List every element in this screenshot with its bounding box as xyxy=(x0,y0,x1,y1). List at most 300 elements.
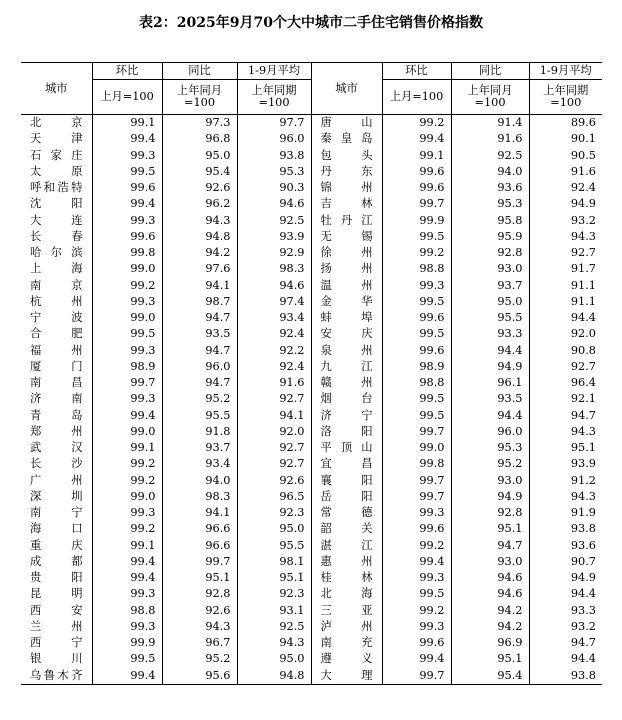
mom-cell: 99.2 xyxy=(92,456,162,472)
header-yoy-sub-left: 上年同月 =100 xyxy=(162,80,237,115)
avg-cell: 91.6 xyxy=(529,164,602,180)
table-row xyxy=(21,278,602,294)
avg-cell: 95.1 xyxy=(529,440,602,456)
avg-cell: 92.5 xyxy=(237,213,311,229)
mom-cell: 99.6 xyxy=(92,229,162,245)
yoy-cell: 91.4 xyxy=(451,115,529,132)
mom-cell: 99.2 xyxy=(382,538,451,554)
yoy-cell: 96.0 xyxy=(451,424,529,440)
yoy-cell: 95.2 xyxy=(451,456,529,472)
city-cell: 北海 xyxy=(311,586,382,602)
city-cell: 岳阳 xyxy=(311,489,382,505)
city-cell: 常德 xyxy=(311,505,382,521)
yoy-cell: 92.6 xyxy=(162,603,237,619)
yoy-cell: 94.0 xyxy=(162,473,237,489)
yoy-cell: 94.7 xyxy=(162,343,237,359)
mom-cell: 99.0 xyxy=(92,489,162,505)
table-row xyxy=(21,505,602,521)
yoy-cell: 94.0 xyxy=(451,164,529,180)
avg-cell: 93.6 xyxy=(529,538,602,554)
mom-cell: 99.7 xyxy=(382,668,451,685)
header-avg-left: 1-9月平均 xyxy=(237,63,311,80)
city-cell: 哈尔滨 xyxy=(30,246,83,260)
mom-cell: 99.0 xyxy=(92,310,162,326)
mom-cell: 98.8 xyxy=(382,375,451,391)
avg-cell: 95.5 xyxy=(237,538,311,554)
city-cell: 济南 xyxy=(30,392,83,406)
header-city-right: 城市 xyxy=(311,63,382,115)
yoy-cell: 94.2 xyxy=(162,245,237,261)
avg-cell: 98.1 xyxy=(237,554,311,570)
mom-cell: 99.0 xyxy=(92,424,162,440)
yoy-cell: 93.6 xyxy=(451,180,529,196)
yoy-cell: 95.1 xyxy=(162,570,237,586)
mom-cell: 99.7 xyxy=(382,489,451,505)
mom-cell: 99.2 xyxy=(92,521,162,537)
yoy-cell: 96.8 xyxy=(162,131,237,147)
mom-cell: 99.7 xyxy=(382,473,451,489)
avg-cell: 91.6 xyxy=(237,375,311,391)
city-cell: 南宁 xyxy=(30,506,83,520)
avg-cell: 93.4 xyxy=(237,310,311,326)
table-row xyxy=(21,603,602,619)
table-body xyxy=(21,115,602,685)
mom-cell: 99.2 xyxy=(92,278,162,294)
yoy-cell: 95.6 xyxy=(162,668,237,685)
header-yoy-left: 同比 xyxy=(162,63,237,80)
mom-cell: 99.6 xyxy=(382,635,451,651)
yoy-cell: 92.5 xyxy=(451,148,529,164)
avg-cell: 93.9 xyxy=(237,229,311,245)
table-row xyxy=(21,651,602,667)
mom-cell: 99.3 xyxy=(92,505,162,521)
mom-cell: 99.5 xyxy=(382,408,451,424)
avg-cell: 92.1 xyxy=(529,391,602,407)
avg-cell: 89.6 xyxy=(529,115,602,132)
mom-cell: 98.9 xyxy=(92,359,162,375)
mom-cell: 99.3 xyxy=(382,505,451,521)
city-cell: 宜昌 xyxy=(311,456,382,472)
yoy-cell: 93.0 xyxy=(451,473,529,489)
avg-cell: 92.4 xyxy=(237,326,311,342)
city-cell: 青岛 xyxy=(30,408,83,422)
avg-cell: 98.3 xyxy=(237,261,311,277)
city-cell: 烟台 xyxy=(311,391,382,407)
avg-cell: 92.4 xyxy=(237,359,311,375)
yoy-cell: 97.6 xyxy=(162,261,237,277)
table-row xyxy=(21,131,602,147)
yoy-cell: 96.7 xyxy=(162,635,237,651)
yoy-cell: 95.3 xyxy=(451,196,529,212)
city-cell: 牡丹江 xyxy=(311,213,382,229)
yoy-cell: 94.2 xyxy=(451,603,529,619)
table-row xyxy=(21,375,602,391)
mom-cell: 99.5 xyxy=(382,586,451,602)
avg-cell: 91.1 xyxy=(529,278,602,294)
mom-cell: 99.3 xyxy=(92,586,162,602)
mom-cell: 99.5 xyxy=(382,229,451,245)
header-yoy-sub-right: 上年同月 =100 xyxy=(451,80,529,115)
table-row xyxy=(21,196,602,212)
header-mom-sub-left: 上月=100 xyxy=(92,80,162,115)
city-cell: 吉林 xyxy=(311,196,382,212)
avg-cell: 95.1 xyxy=(237,570,311,586)
mom-cell: 99.5 xyxy=(382,326,451,342)
mom-cell: 99.0 xyxy=(382,440,451,456)
city-cell: 重庆 xyxy=(30,538,83,552)
table-row xyxy=(21,359,602,375)
yoy-cell: 93.7 xyxy=(451,278,529,294)
table-row xyxy=(21,440,602,456)
yoy-cell: 93.3 xyxy=(451,326,529,342)
mom-cell: 99.4 xyxy=(92,196,162,212)
city-cell: 贵阳 xyxy=(30,571,83,585)
mom-cell: 99.4 xyxy=(382,131,451,147)
avg-cell: 93.8 xyxy=(237,148,311,164)
yoy-cell: 94.9 xyxy=(451,359,529,375)
avg-cell: 93.1 xyxy=(237,603,311,619)
yoy-cell: 95.1 xyxy=(451,651,529,667)
avg-cell: 93.2 xyxy=(529,213,602,229)
avg-cell: 93.8 xyxy=(529,668,602,685)
city-cell: 天津 xyxy=(30,132,83,146)
yoy-cell: 94.9 xyxy=(451,489,529,505)
table-row xyxy=(21,668,602,685)
mom-cell: 99.6 xyxy=(382,164,451,180)
city-cell: 乌鲁木齐 xyxy=(21,668,92,685)
avg-cell: 97.7 xyxy=(237,115,311,132)
city-cell: 西宁 xyxy=(30,636,83,650)
yoy-cell: 96.6 xyxy=(162,521,237,537)
city-cell: 北京 xyxy=(30,116,83,130)
city-cell: 桂林 xyxy=(311,570,382,586)
mom-cell: 99.4 xyxy=(92,668,162,685)
avg-cell: 94.3 xyxy=(529,424,602,440)
avg-cell: 96.5 xyxy=(237,489,311,505)
city-cell: 锦州 xyxy=(311,180,382,196)
avg-cell: 92.3 xyxy=(237,586,311,602)
city-cell: 合肥 xyxy=(30,327,83,341)
city-cell: 大理 xyxy=(311,668,382,685)
yoy-cell: 96.0 xyxy=(162,359,237,375)
header-mom-sub-right: 上月=100 xyxy=(382,80,451,115)
mom-cell: 99.3 xyxy=(92,391,162,407)
city-cell: 赣州 xyxy=(311,375,382,391)
mom-cell: 98.9 xyxy=(382,359,451,375)
yoy-cell: 94.4 xyxy=(451,343,529,359)
avg-cell: 94.7 xyxy=(529,635,602,651)
avg-cell: 92.0 xyxy=(529,326,602,342)
mom-cell: 99.7 xyxy=(92,375,162,391)
mom-cell: 99.3 xyxy=(92,619,162,635)
mom-cell: 99.2 xyxy=(382,115,451,132)
city-cell: 兰州 xyxy=(30,619,83,633)
mom-cell: 99.9 xyxy=(382,213,451,229)
city-cell: 石家庄 xyxy=(30,148,83,162)
mom-cell: 99.8 xyxy=(92,245,162,261)
yoy-cell: 92.8 xyxy=(451,505,529,521)
yoy-cell: 93.5 xyxy=(451,391,529,407)
yoy-cell: 96.6 xyxy=(162,538,237,554)
city-cell: 丹东 xyxy=(311,164,382,180)
yoy-cell: 92.8 xyxy=(162,586,237,602)
yoy-cell: 94.2 xyxy=(451,619,529,635)
table-row xyxy=(21,554,602,570)
avg-cell: 92.7 xyxy=(529,359,602,375)
avg-cell: 94.3 xyxy=(529,229,602,245)
yoy-cell: 99.7 xyxy=(162,554,237,570)
avg-cell: 94.4 xyxy=(529,310,602,326)
mom-cell: 99.4 xyxy=(92,408,162,424)
mom-cell: 99.4 xyxy=(92,131,162,147)
avg-cell: 91.2 xyxy=(529,473,602,489)
city-cell: 泉州 xyxy=(311,343,382,359)
yoy-cell: 93.4 xyxy=(162,456,237,472)
city-cell: 厦门 xyxy=(30,359,83,373)
yoy-cell: 95.1 xyxy=(451,521,529,537)
city-cell: 湛江 xyxy=(311,538,382,554)
yoy-cell: 96.9 xyxy=(451,635,529,651)
mom-cell: 99.6 xyxy=(382,310,451,326)
avg-cell: 94.9 xyxy=(529,196,602,212)
city-cell: 昆明 xyxy=(30,587,83,601)
city-cell: 沈阳 xyxy=(30,197,83,211)
header-mom-left: 环比 xyxy=(92,63,162,80)
avg-cell: 92.3 xyxy=(237,505,311,521)
mom-cell: 99.3 xyxy=(92,213,162,229)
city-cell: 蚌埠 xyxy=(311,310,382,326)
avg-cell: 93.3 xyxy=(529,603,602,619)
mom-cell: 99.3 xyxy=(382,278,451,294)
mom-cell: 99.1 xyxy=(92,115,162,132)
mom-cell: 99.2 xyxy=(382,603,451,619)
yoy-cell: 94.3 xyxy=(162,619,237,635)
table-row xyxy=(21,635,602,651)
city-cell: 无锡 xyxy=(311,229,382,245)
avg-cell: 94.1 xyxy=(237,408,311,424)
mom-cell: 99.3 xyxy=(382,619,451,635)
table-row xyxy=(21,489,602,505)
city-cell: 襄阳 xyxy=(311,473,382,489)
mom-cell: 99.9 xyxy=(92,635,162,651)
avg-cell: 93.9 xyxy=(529,456,602,472)
city-cell: 包头 xyxy=(311,148,382,164)
avg-cell: 92.7 xyxy=(237,456,311,472)
city-cell: 九江 xyxy=(311,359,382,375)
yoy-cell: 95.2 xyxy=(162,651,237,667)
yoy-cell: 95.8 xyxy=(451,213,529,229)
mom-cell: 99.1 xyxy=(92,440,162,456)
avg-cell: 92.5 xyxy=(237,619,311,635)
yoy-cell: 98.7 xyxy=(162,294,237,310)
avg-cell: 90.8 xyxy=(529,343,602,359)
city-cell: 深圳 xyxy=(30,489,83,503)
avg-cell: 95.3 xyxy=(237,164,311,180)
yoy-cell: 94.7 xyxy=(162,375,237,391)
yoy-cell: 94.1 xyxy=(162,278,237,294)
mom-cell: 99.6 xyxy=(92,180,162,196)
avg-cell: 90.3 xyxy=(237,180,311,196)
city-cell: 南昌 xyxy=(30,376,83,390)
table-row xyxy=(21,343,602,359)
yoy-cell: 93.7 xyxy=(162,440,237,456)
mom-cell: 99.4 xyxy=(382,554,451,570)
table-row xyxy=(21,164,602,180)
city-cell: 长沙 xyxy=(30,457,83,471)
yoy-cell: 97.3 xyxy=(162,115,237,132)
table-row xyxy=(21,148,602,164)
header-avg-right: 1-9月平均 xyxy=(529,63,602,80)
avg-cell: 94.4 xyxy=(529,586,602,602)
city-cell: 成都 xyxy=(30,554,83,568)
city-cell: 金华 xyxy=(311,294,382,310)
city-cell: 秦皇岛 xyxy=(311,131,382,147)
yoy-cell: 95.0 xyxy=(451,294,529,310)
mom-cell: 99.5 xyxy=(382,294,451,310)
city-cell: 平顶山 xyxy=(311,440,382,456)
table-row xyxy=(21,213,602,229)
table-row xyxy=(21,473,602,489)
avg-cell: 95.0 xyxy=(237,651,311,667)
mom-cell: 99.2 xyxy=(382,245,451,261)
mom-cell: 99.4 xyxy=(92,570,162,586)
mom-cell: 99.5 xyxy=(92,326,162,342)
avg-cell: 94.8 xyxy=(237,668,311,685)
mom-cell: 99.3 xyxy=(92,294,162,310)
avg-cell: 91.9 xyxy=(529,505,602,521)
city-cell: 上海 xyxy=(30,262,83,276)
table-row xyxy=(21,538,602,554)
city-cell: 南京 xyxy=(30,278,83,292)
table-title: 表2：2025年9月70个大中城市二手住宅销售价格指数 xyxy=(139,15,483,31)
header-yoy-right: 同比 xyxy=(451,63,529,80)
table-row xyxy=(21,586,602,602)
yoy-cell: 94.4 xyxy=(451,408,529,424)
mom-cell: 99.7 xyxy=(382,196,451,212)
avg-cell: 91.7 xyxy=(529,261,602,277)
avg-cell: 94.4 xyxy=(529,651,602,667)
table-row xyxy=(21,229,602,245)
mom-cell: 99.1 xyxy=(382,148,451,164)
avg-cell: 94.9 xyxy=(529,570,602,586)
avg-cell: 90.1 xyxy=(529,131,602,147)
avg-cell: 94.6 xyxy=(237,196,311,212)
mom-cell: 98.8 xyxy=(382,261,451,277)
city-cell: 太原 xyxy=(30,164,83,178)
yoy-cell: 93.0 xyxy=(451,261,529,277)
mom-cell: 99.6 xyxy=(382,521,451,537)
city-cell: 南充 xyxy=(311,635,382,651)
mom-cell: 99.5 xyxy=(92,651,162,667)
table-row xyxy=(21,180,602,196)
yoy-cell: 92.8 xyxy=(451,245,529,261)
mom-cell: 99.2 xyxy=(92,473,162,489)
city-cell: 武汉 xyxy=(30,441,83,455)
table-row xyxy=(21,521,602,537)
yoy-cell: 91.6 xyxy=(451,131,529,147)
city-cell: 海口 xyxy=(30,522,83,536)
yoy-cell: 91.8 xyxy=(162,424,237,440)
mom-cell: 99.1 xyxy=(92,538,162,554)
city-cell: 宁波 xyxy=(30,311,83,325)
avg-cell: 92.7 xyxy=(529,245,602,261)
avg-cell: 94.3 xyxy=(529,489,602,505)
table-row xyxy=(21,245,602,261)
mom-cell: 99.3 xyxy=(92,148,162,164)
avg-cell: 97.4 xyxy=(237,294,311,310)
yoy-cell: 95.5 xyxy=(451,310,529,326)
city-cell: 韶关 xyxy=(311,521,382,537)
yoy-cell: 98.3 xyxy=(162,489,237,505)
yoy-cell: 92.6 xyxy=(162,180,237,196)
table-row xyxy=(21,408,602,424)
mom-cell: 99.4 xyxy=(92,554,162,570)
yoy-cell: 94.7 xyxy=(451,538,529,554)
avg-cell: 94.3 xyxy=(237,635,311,651)
city-cell: 呼和浩特 xyxy=(30,181,83,195)
city-cell: 广州 xyxy=(30,473,83,487)
city-cell: 扬州 xyxy=(311,261,382,277)
yoy-cell: 96.2 xyxy=(162,196,237,212)
avg-cell: 94.7 xyxy=(529,408,602,424)
city-cell: 银川 xyxy=(30,652,83,666)
yoy-cell: 95.4 xyxy=(451,668,529,685)
avg-cell: 93.8 xyxy=(529,521,602,537)
city-cell: 西安 xyxy=(30,603,83,617)
city-cell: 郑州 xyxy=(30,424,83,438)
avg-cell: 95.0 xyxy=(237,521,311,537)
yoy-cell: 95.9 xyxy=(451,229,529,245)
mom-cell: 99.6 xyxy=(382,180,451,196)
city-cell: 三亚 xyxy=(311,603,382,619)
table-row xyxy=(21,294,602,310)
yoy-cell: 95.4 xyxy=(162,164,237,180)
header-avg-sub-right: 上年同期 =100 xyxy=(529,80,602,115)
city-cell: 惠州 xyxy=(311,554,382,570)
city-cell: 唐山 xyxy=(311,115,382,132)
table-row xyxy=(21,391,602,407)
city-cell: 济宁 xyxy=(311,408,382,424)
avg-cell: 94.6 xyxy=(237,278,311,294)
avg-cell: 92.7 xyxy=(237,391,311,407)
avg-cell: 96.4 xyxy=(529,375,602,391)
table-row xyxy=(21,261,602,277)
table-row xyxy=(21,115,602,132)
mom-cell: 99.3 xyxy=(382,570,451,586)
yoy-cell: 94.6 xyxy=(451,570,529,586)
city-cell: 遵义 xyxy=(311,651,382,667)
price-index-table xyxy=(21,62,602,685)
header-mom-right: 环比 xyxy=(382,63,451,80)
avg-cell: 93.2 xyxy=(529,619,602,635)
yoy-cell: 95.2 xyxy=(162,391,237,407)
yoy-cell: 93.5 xyxy=(162,326,237,342)
yoy-cell: 94.3 xyxy=(162,213,237,229)
yoy-cell: 93.0 xyxy=(451,554,529,570)
yoy-cell: 94.8 xyxy=(162,229,237,245)
mom-cell: 99.7 xyxy=(382,424,451,440)
avg-cell: 92.9 xyxy=(237,245,311,261)
yoy-cell: 94.1 xyxy=(162,505,237,521)
avg-cell: 90.7 xyxy=(529,554,602,570)
table-row xyxy=(21,619,602,635)
avg-cell: 92.4 xyxy=(529,180,602,196)
table-row xyxy=(21,570,602,586)
mom-cell: 99.4 xyxy=(382,651,451,667)
yoy-cell: 95.5 xyxy=(162,408,237,424)
avg-cell: 91.1 xyxy=(529,294,602,310)
avg-cell: 92.2 xyxy=(237,343,311,359)
